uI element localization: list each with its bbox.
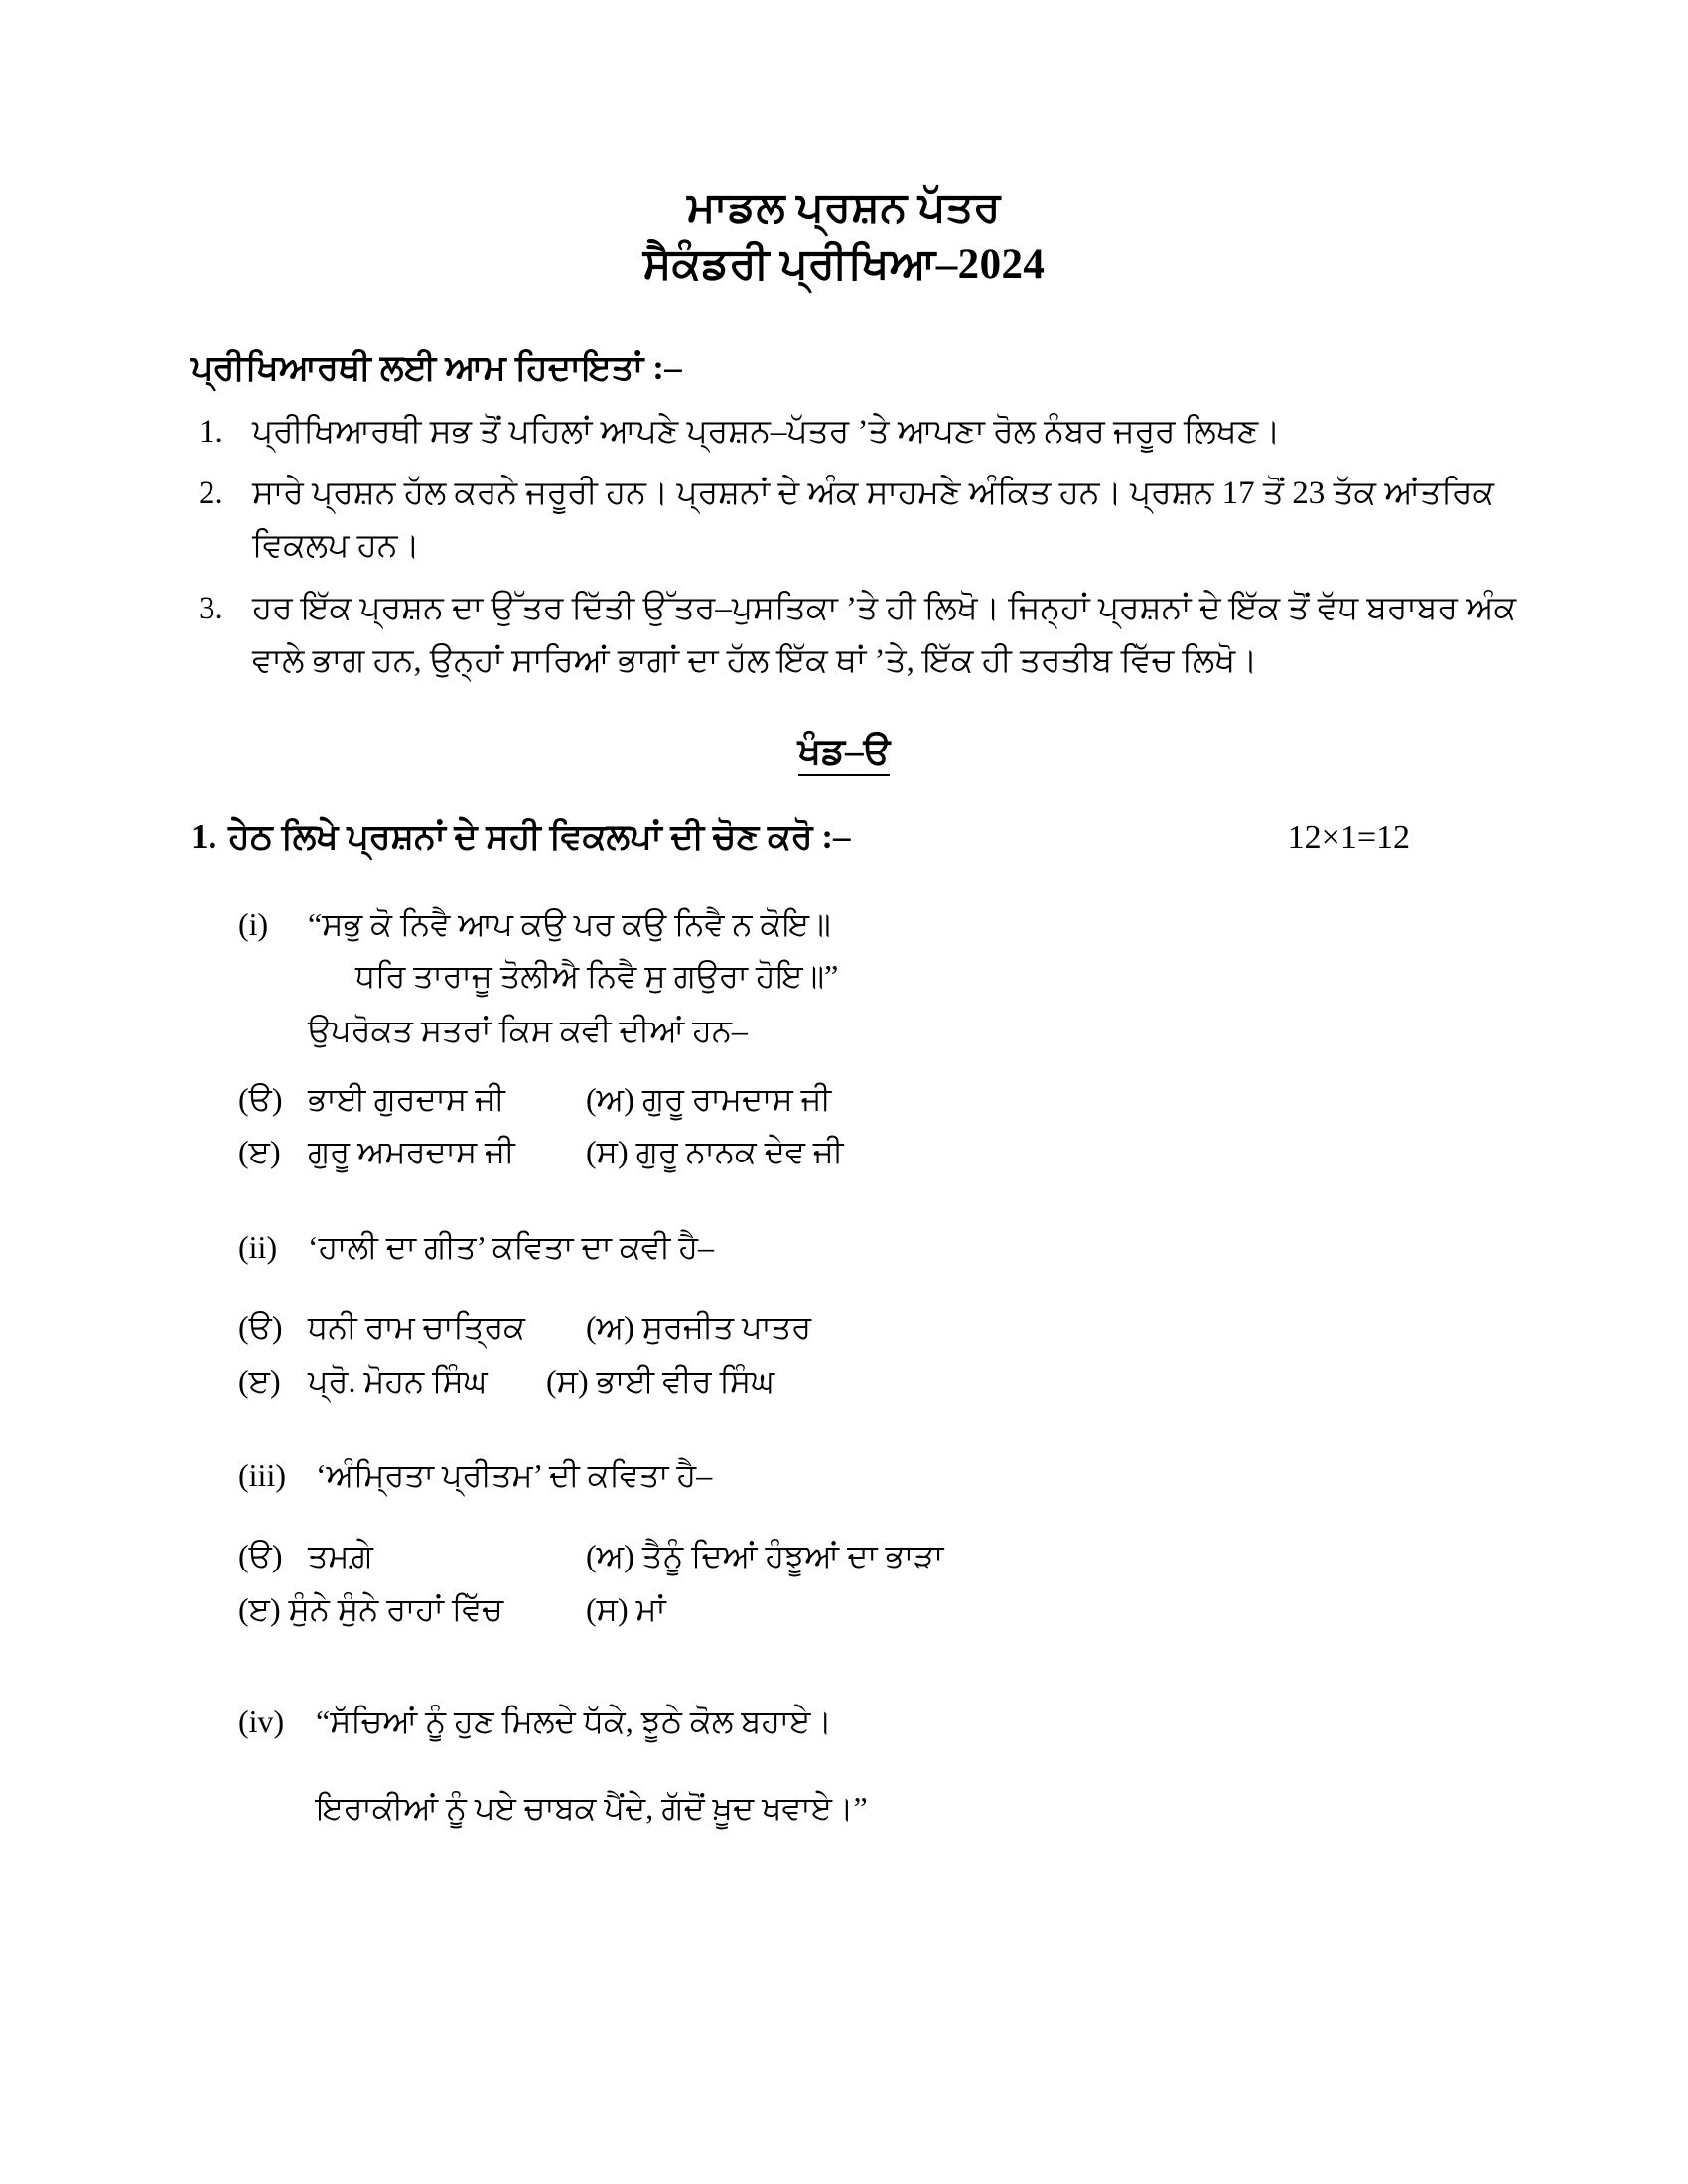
option-row xyxy=(238,1583,1539,1637)
option-marker: (ੲ) xyxy=(238,1590,281,1627)
option-marker: (ਸ) xyxy=(586,1590,629,1627)
option-label: ਸੁਰਜੀਤ ਪਾਤਰ xyxy=(641,1308,812,1345)
option-label: ਤੈਨੂੰ ਦਿਆਂ ਹੰਝੂਆਂ ਦਾ ਭਾੜਾ xyxy=(641,1537,944,1573)
option-row xyxy=(238,1530,1539,1583)
instructions-list xyxy=(191,406,1539,689)
instruction-item xyxy=(191,583,1539,689)
option-row xyxy=(238,1301,1539,1355)
question-1-number: 1. xyxy=(191,816,217,856)
subquestion-i-quote-line-1 xyxy=(238,900,1539,949)
subquestion-iv-quote-line-1 xyxy=(238,1698,1539,1746)
subquestion-iv xyxy=(0,1698,1688,1832)
option-i-a[interactable] xyxy=(238,1073,586,1127)
instruction-number: 2. xyxy=(199,475,223,511)
subquestion-ii-label: (ii) xyxy=(238,1229,278,1266)
option-iii-a[interactable] xyxy=(238,1530,586,1583)
subquestion-i-options xyxy=(238,1073,1539,1180)
title-block xyxy=(0,0,1688,294)
subquestion-iv-label: (iv) xyxy=(238,1704,285,1740)
instruction-item xyxy=(191,468,1539,574)
option-iii-c[interactable] xyxy=(238,1583,586,1637)
instruction-item xyxy=(191,406,1539,459)
subquestion-ii-stem-row xyxy=(238,1223,1539,1272)
instructions-section xyxy=(0,348,1688,689)
subquestion-iv-quote-line-2: ਇਰਾਕੀਆਂ ਨੂੰ ਪਏ ਚਾਬਕ ਪੈਂਦੇ, ਗੱਦੋਂ ਖ਼ੂਦ ਖਵਾਏ।” xyxy=(316,1790,868,1827)
subquestion-ii xyxy=(0,1223,1688,1408)
question-1-text: ਹੇਠ ਲਿਖੇ ਪ੍ਰਸ਼ਨਾਂ ਦੇ ਸਹੀ ਵਿਕਲਪਾਂ ਦੀ ਚੋਣ ਕਰੋ :– xyxy=(228,816,851,856)
instruction-text: ਸਾਰੇ ਪ੍ਰਸ਼ਨ ਹੱਲ ਕਰਨੇ ਜਰੂਰੀ ਹਨ। ਪ੍ਰਸ਼ਨਾਂ ਦੇ ਅੰਕ ਸਾਹਮਣੇ ਅੰਕਿਤ ਹਨ। ਪ੍ਰਸ਼ਨ 17 ਤੋਂ 23 ਤੱਕ ਆਂਤਰਿਕ ਵਿਕਲਪ ਹਨ। xyxy=(252,475,1495,565)
option-ii-d[interactable] xyxy=(546,1355,774,1409)
option-marker: (ੳ) xyxy=(238,1308,283,1345)
option-marker: (ੲ) xyxy=(238,1362,281,1399)
option-label: ਗੁਰੂ ਰਾਮਦਾਸ ਜੀ xyxy=(641,1080,832,1117)
subquestion-i xyxy=(0,900,1688,1179)
option-label: ਗੁਰੂ ਨਾਨਕ ਦੇਵ ਜੀ xyxy=(635,1134,844,1170)
subquestion-ii-stem: ‘ਹਾਲੀ ਦਾ ਗੀਤ’ ਕਵਿਤਾ ਦਾ ਕਵੀ ਹੈ– xyxy=(308,1229,714,1266)
option-marker: (ੳ) xyxy=(238,1080,283,1117)
instructions-heading: ਪ੍ਰੀਖਿਆਰਥੀ ਲਈ ਆਮ ਹਿਦਾਇਤਾਂ :– xyxy=(191,347,682,387)
option-label: ਧਨੀ ਰਾਮ ਚਾਤ੍ਰਿਕ xyxy=(308,1308,526,1345)
instruction-text: ਹਰ ਇੱਕ ਪ੍ਰਸ਼ਨ ਦਾ ਉੱਤਰ ਦਿੱਤੀ ਉੱਤਰ–ਪੁਸਤਿਕਾ ’ਤੇ ਹੀ ਲਿਖੋ। ਜਿਨ੍ਹਾਂ ਪ੍ਰਸ਼ਨਾਂ ਦੇ ਇੱਕ ਤੋਂ ਵੱਧ ਬਰਾਬਰ ਅੰਕ ਵਾਲੇ ਭਾਗ ਹਨ, ਉਨ੍ਹਾਂ ਸਾਰਿਆਂ ਭਾਗਾਂ ਦਾ ਹੱਲ ਇੱਕ ਥਾਂ ’ਤੇ, ਇੱਕ ਹੀ ਤਰਤੀਬ ਵਿੱਚ ਲਿਖੋ। xyxy=(252,590,1517,680)
option-marker: (ਸ) xyxy=(546,1362,589,1399)
option-i-c[interactable] xyxy=(238,1126,586,1179)
option-row xyxy=(238,1073,1539,1127)
option-ii-b[interactable] xyxy=(586,1301,811,1355)
option-label: ਭਾਈ ਵੀਰ ਸਿੰਘ xyxy=(596,1362,775,1399)
instruction-number: 1. xyxy=(199,413,223,450)
section-heading-label: ਖੰਡ–ੳ xyxy=(798,732,891,776)
question-1-header xyxy=(0,817,1688,857)
question-1-marks: 12×1=12 xyxy=(1287,818,1410,856)
option-label: ਮਾਂ xyxy=(635,1590,666,1627)
subquestion-iii xyxy=(0,1451,1688,1636)
option-ii-a[interactable] xyxy=(238,1301,586,1355)
option-label: ਭਾਈ ਗੁਰਦਾਸ ਜੀ xyxy=(308,1080,505,1117)
option-i-d[interactable] xyxy=(586,1126,843,1179)
option-ii-c[interactable] xyxy=(238,1355,546,1409)
option-label: ਗੁਰੂ ਅਮਰਦਾਸ ਜੀ xyxy=(308,1134,515,1170)
option-marker: (ਅ) xyxy=(586,1080,634,1117)
instruction-text: ਪ੍ਰੀਖਿਆਰਥੀ ਸਭ ਤੋਂ ਪਹਿਲਾਂ ਆਪਣੇ ਪ੍ਰਸ਼ਨ–ਪੱਤਰ ’ਤੇ ਆਪਣਾ ਰੋਲ ਨੰਬਰ ਜਰੂਰ ਲਿਖਣ। xyxy=(252,413,1281,450)
subquestion-i-quote-line-2: ਧਰਿ ਤਾਰਾਜੂ ਤੋਲੀਐ ਨਿਵੈ ਸੁ ਗਉਰਾ ਹੋਇ॥” xyxy=(355,958,839,995)
subquestion-iii-label: (iii) xyxy=(238,1457,286,1494)
section-heading xyxy=(0,731,1688,773)
option-marker: (ਸ) xyxy=(586,1134,629,1170)
page-subtitle: ਸੈਕੰਡਰੀ ਪ੍ਰੀਖਿਆ–2024 xyxy=(642,240,1046,288)
option-row xyxy=(238,1126,1539,1179)
subquestion-ii-options xyxy=(238,1301,1539,1409)
option-iii-b[interactable] xyxy=(586,1530,943,1583)
subquestion-i-stem: ਉਪਰੋਕਤ ਸਤਰਾਂ ਕਿਸ ਕਵੀ ਦੀਆਂ ਹਨ– xyxy=(308,1013,748,1049)
option-marker: (ੳ) xyxy=(238,1537,283,1573)
subquestion-iii-stem: ‘ਅੰਮ੍ਰਿਤਾ ਪ੍ਰੀਤਮ’ ਦੀ ਕਵਿਤਾ ਹੈ– xyxy=(316,1457,713,1494)
option-i-b[interactable] xyxy=(586,1073,831,1127)
option-label: ਸੁੰਨੇ ਸੁੰਨੇ ਰਾਹਾਂ ਵਿੱਚ xyxy=(288,1590,503,1627)
page-title: ਮਾਡਲ ਪ੍ਰਸ਼ਨ ਪੱਤਰ xyxy=(687,185,1001,231)
subquestion-i-label: (i) xyxy=(238,905,269,942)
subquestion-iii-options xyxy=(238,1530,1539,1637)
instruction-number: 3. xyxy=(199,590,223,626)
subquestion-i-quote-text-1: “ਸਭੁ ਕੋ ਨਿਵੈ ਆਪ ਕਉ ਪਰ ਕਉ ਨਿਵੈ ਨ ਕੋਇ॥ xyxy=(308,905,831,942)
option-label: ਪ੍ਰੋ. ਮੋਹਨ ਸਿੰਘ xyxy=(308,1362,488,1399)
option-iii-d[interactable] xyxy=(586,1583,666,1637)
option-marker: (ੲ) xyxy=(238,1134,281,1170)
subquestion-iv-quote-text-1: “ਸੱਚਿਆਂ ਨੂੰ ਹੁਣ ਮਿਲਦੇ ਧੱਕੇ, ਝੂਠੇ ਕੋਲ ਬਹਾਏ। xyxy=(316,1704,832,1740)
option-label: ਤਮਗ਼ੇ xyxy=(308,1537,373,1573)
option-row xyxy=(238,1355,1539,1409)
option-marker: (ਅ) xyxy=(586,1308,634,1345)
subquestion-iii-stem-row xyxy=(238,1451,1539,1500)
option-marker: (ਅ) xyxy=(586,1537,634,1573)
